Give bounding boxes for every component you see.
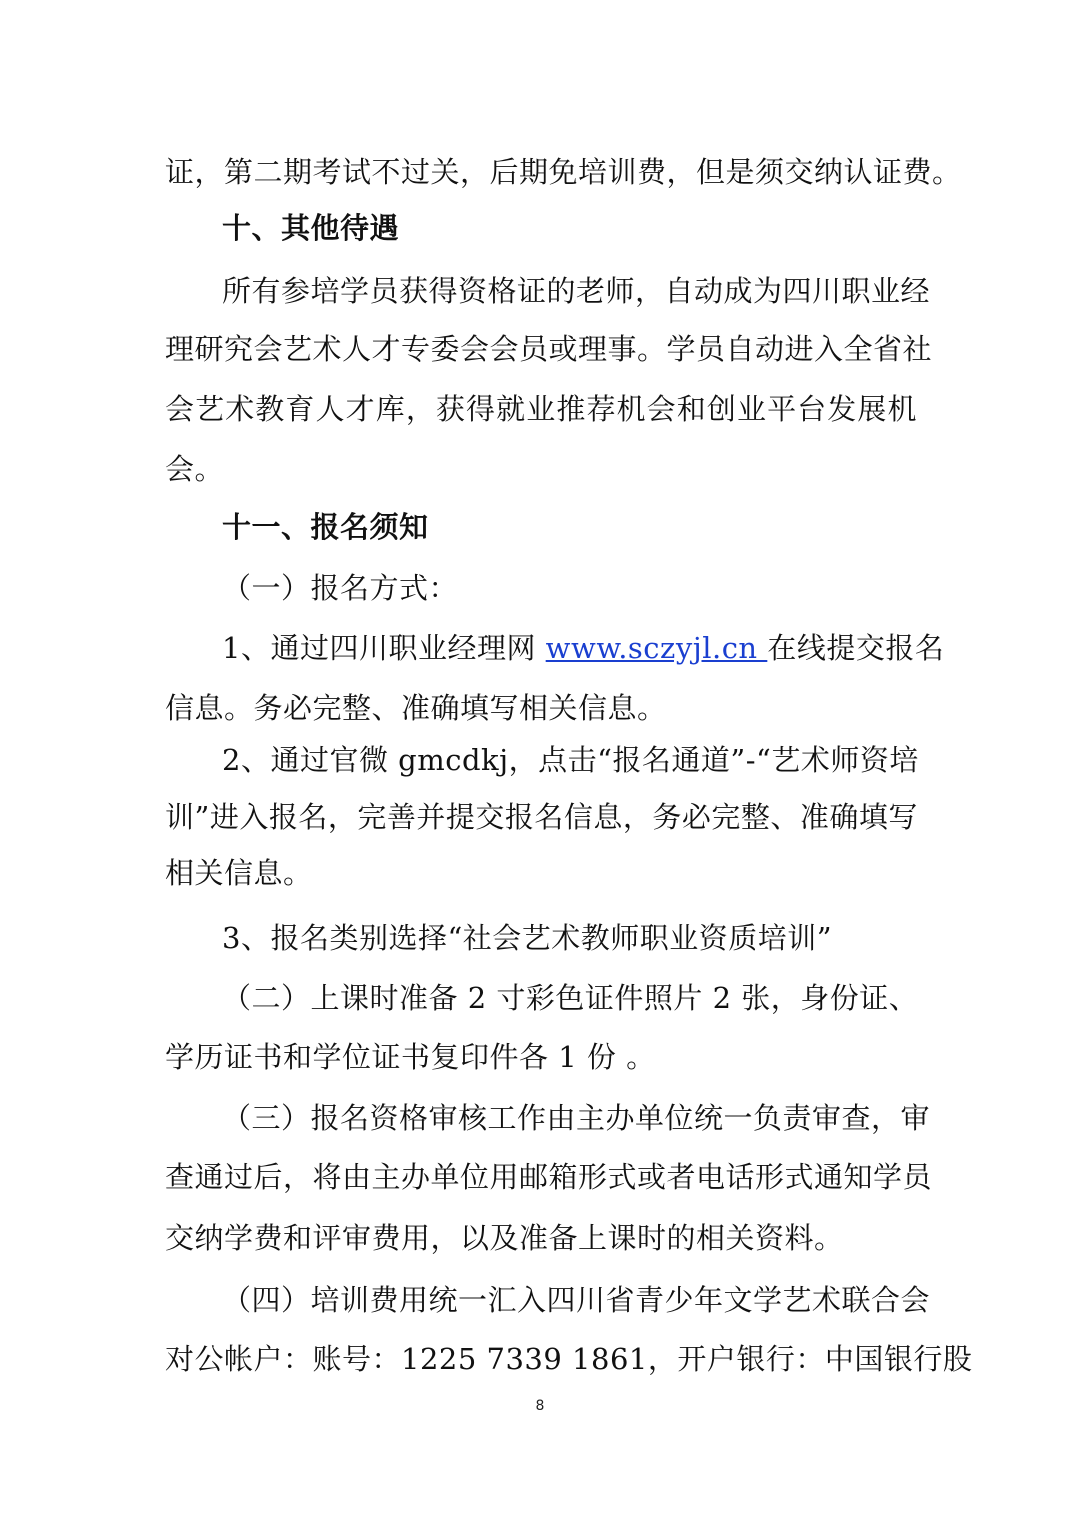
website-link[interactable]: www.sczyjl.cn bbox=[545, 631, 768, 665]
paragraph-line: 证，第二期考试不过关，后期免培训费，但是须交纳认证费。 bbox=[165, 155, 962, 189]
paragraph-line: 信息。务必完整、准确填写相关信息。 bbox=[165, 691, 667, 725]
paragraph-line: 所有参培学员获得资格证的老师，自动成为四川职业经 bbox=[222, 274, 931, 308]
paragraph-line: 学历证书和学位证书复印件各 1 份 。 bbox=[165, 1040, 656, 1074]
paragraph-line: 查通过后，将由主办单位用邮箱形式或者电话形式通知学员 bbox=[165, 1160, 933, 1194]
section-heading-registration: 十一、报名须知 bbox=[222, 510, 429, 544]
paragraph-line bbox=[222, 628, 945, 668]
section-heading-other-benefits: 十、其他待遇 bbox=[222, 211, 400, 245]
item1-prefix: 1、通过四川职业经理网 bbox=[222, 631, 546, 665]
paragraph-line: 对公帐户：账号：1225 7339 1861，开户银行：中国银行股 bbox=[165, 1342, 973, 1376]
paragraph-line: 训”进入报名，完善并提交报名信息，务必完整、准确填写 bbox=[165, 800, 918, 834]
item1-suffix: 在线提交报名 bbox=[767, 631, 945, 665]
paragraph-line: 2、通过官微 gmcdkj，点击“报名通道”-“艺术师资培 bbox=[222, 743, 919, 777]
paragraph-line: （四）培训费用统一汇入四川省青少年文学艺术联合会 bbox=[222, 1283, 931, 1317]
paragraph-line: 3、报名类别选择“社会艺术教师职业资质培训” bbox=[222, 921, 833, 955]
paragraph-line: 交纳学费和评审费用，以及准备上课时的相关资料。 bbox=[165, 1221, 844, 1255]
subsection-title: （一）报名方式： bbox=[222, 571, 459, 605]
paragraph-line: （三）报名资格审核工作由主办单位统一负责审查，审 bbox=[222, 1101, 931, 1135]
page-number: 8 bbox=[535, 1398, 545, 1414]
paragraph-line: 会。 bbox=[165, 452, 225, 486]
paragraph-line: 相关信息。 bbox=[165, 856, 313, 890]
paragraph-line: （二）上课时准备 2 寸彩色证件照片 2 张，身份证、 bbox=[222, 981, 919, 1015]
paragraph-line: 会艺术教育人才库，获得就业推荐机会和创业平台发展机 bbox=[165, 392, 917, 426]
paragraph-line: 理研究会艺术人才专委会会员或理事。学员自动进入全省社 bbox=[165, 332, 933, 366]
